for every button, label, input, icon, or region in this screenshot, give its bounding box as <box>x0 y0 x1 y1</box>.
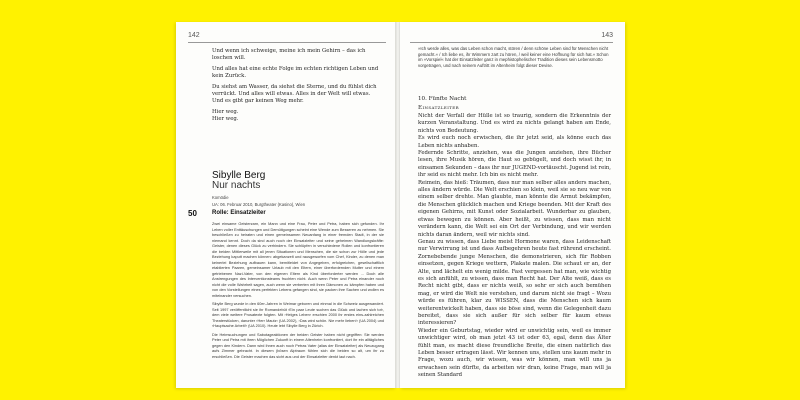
dialogue-line: Hier weg. Hier weg. <box>212 108 239 123</box>
intro-paragraph: Sibylle Berg wurde in den 60er-Jahren in Weimar geboren und einmal in die Schweiz ausgewandert. Seit 1997 veröffentlicht sie ihr Romandebüt ›Ein paar Leute suchen das Glück und lachen sich tot‹, dem viele weitere Prosatexte folgten. Mit ›Helges Leben‹ erschien 2000 ihr erstes eins-zahlreichen Theaterstücken, darunter ›Herr Mautz‹ (UA 2002), ›Das wird schön. Nie mehr lieben!‹ (UA 2004) und ›Hauptsache Arbeit!‹ (UA 2010). Heute lebt Sibylle Berg in Zürich. <box>212 302 384 328</box>
play-title: Nur nachts <box>212 180 261 191</box>
intro-paragraph: Die Heimsuchungen und Sabotageaktionen der beiden Geister haben nicht gegriffen: Sie werden Peter und Petra mit ihren Möglichen Zukunft in einem Altenheim konfrontiert, dort ihr ein alltägliches gegen den Kindern. Dann wird ihnen auch noch Petras Vater (alias der Einsatzleiter) als Neuzugang aufs Zimmer gebracht. In diesem (bösen Alptraum fühlen sich die beiden so alt, um ihr zu erschließen. Die Geister machen das sicht aus und der Einsatzleiter denkt laut nach. <box>212 332 384 359</box>
role-label: Rolle: Einsatzleiter <box>212 210 266 216</box>
scene-heading <box>418 96 466 111</box>
monologue-paragraph: Nicht der Verfall der Hülle ist so traurig, sondern die Erkenntnis der kurzen Veranstaltung. Und es wird zu nichts gelangt haben am Ende, nichts von Bedeutung. <box>418 113 611 134</box>
author-name: Sibylle Berg <box>212 170 266 181</box>
header-rule-right <box>410 42 613 43</box>
header-rule-left <box>188 42 386 43</box>
role-number: 50 <box>188 209 197 218</box>
monologue-paragraph: Genau zu wissen, dass Liebe meist Hormone waren, dass Leidenschaft nur Verwirrung ist und dass Aufbegehren heute fast rührend erscheint. Zornebebende junge Menschen, die demonstrieren, sich für Robben einsetzen, gegen Kriege wettern, Plakate malen. Die schaut er an, der Alte, und lächelt ein wenig milde. Fast vergessen hat man, wie wichtig es sich anfühlt, zu wissen, dass man Recht hat. Der Alte weiß, dass es Recht nicht gibt, dass er nichts weiß, so sehr er sich auch bemühen mag, er wird die Welt nie verstehen, und darum nicht sie fragt – Wozu würde es führen, klar zu WISSEN, dass die Menschen sich kaum weiterentwickelt haben, dass sie böse sind, wenn die Gelegenheit dazu bereitet, dass sie sich außer für sich selber für kaum etwas interessieren? <box>418 238 611 327</box>
footnote-text: »Ich werde alles, was das Leben schon macht, stören / denn schöne Leben sind für Menschen nicht gemacht.« / Ich liebe es, ihr Wimmern zart zu hören, / weil keiner eine Hoffnung für sich hat.« Schon im »Vorspiel« hat der Einsatzleiter ganz in mephistophelischer Tradition dieses sein Lebensmotto vorgetragen, und nach seinem Auftritt im Altenheim folgt dieser Devise. <box>418 46 609 69</box>
scene-title: 10. Fünfte Nacht <box>418 96 467 102</box>
page-number-left: 142 <box>188 32 200 39</box>
monologue-paragraph: Es wird euch noch erwischen, die ihr jetzt seid, als könne euch das Leben nichts anhaben. <box>418 135 611 149</box>
dialogue-block <box>212 48 382 127</box>
monologue-paragraph: Federnde Schritte, anziehen, was die Jungen anziehen, ihre Bücher lesen, ihre Musik hören, die Haut so gebügelt, und doch wisst ihr, in einsamen Sekunden – dass ihr nur JUGEND-vortäuscht. Jugend ist rein, ihr seid es nicht mehr. Ich bin es nicht mehr. <box>418 150 611 179</box>
genre-label: Komödie <box>212 195 229 200</box>
dialogue-line: Du siehst am Wasser, da siehst die Sterne, und du fühlst dich verrückt. Und alles will etwas. Alles in der Welt will etwas. Und es gibt gar keinen Weg mehr. <box>212 83 377 105</box>
speaker-name: Einsatzleiter <box>418 105 459 111</box>
monologue-block <box>418 113 611 380</box>
right-page <box>400 22 625 388</box>
premiere-info: UA: 06. Februar 2010, Burgtheater (Kasino), Wien <box>212 202 306 207</box>
monologue-paragraph: Wieder ein Geburtstag, wieder wird er unwichtig sein, weil es immer unwichtiger wird, ob man jetzt 43 ist oder 63, egal, denn das Älter fühlt man, es macht diese freundliche Breite, die einen natürlich das Leben besser ertragen lässt. Wir kennen uns, stellen uns kaum mehr in Frage, wozu auch, wir wissen, was wir können, man will uns ja erwachsen sein dürfte, da arbeiten wir dran, keine Frage, man will ja seinen Standard <box>418 327 611 379</box>
dialogue-line: Und wenn ich schweige, meine ich mein Gehirn – das ich loschen will. <box>212 48 366 62</box>
intro-paragraph: Zwei einsame Geisterzarn, ein Mann und eine Frau, Peter und Petra, haben sich gefunden. Ihr Leben voller Enttäuschungen und Demütigungen scheint eine Wende zum Besseren zu nehmen. Sie beschließen zu heiraten und einen gemeinsamen Neuanfang in einer fremden Stadt, in der sie niemand kennt. Doch da sind auch noch der Einsatzleiter und seine geheimen Wandlungskräfte: Geister, denen dieses Glück zu verhindern. Sie schlüpfen in verschiedene Rollen und konfrontieren die beiden Mittlerweile mit all jenen Situationen und Menschen, die sie schon zur Hölle und jede Beziehung kaputt machen können: abgekanzelt und rausgeworfen vom Chef, Kinder, zu denen man keinerlei Beziehung aufbauen kann, bemitleidet von Angegeben, erfolgreichen, gesellschaftlich etablierten Paaren, gemeinsamer Urlaub mit den Eltern, einer überfordernden Mutter und einem getriebenen Nazi-Vater, von den eigenen Eltern als Kind überforderter werden ... Doch alle Anstrengungen des Interventionsteams fruchten nicht. Auch wenn Peter und Petra einander noch nicht die volle Wahrheit sagen, auch wenn sie verberten mit ihren Dämonen zu kämpfen haben und von den Vorstellungen eines perfekten Lebens gefangen sind, sie packen ihre Sachen und wollen es miteinander versuchen. <box>212 222 384 298</box>
left-page <box>176 22 396 388</box>
dialogue-line: Und alles hat eine echte Folge im echten richtigen Leben und kein Zurück. <box>212 65 379 80</box>
page-number-right: 143 <box>601 32 613 39</box>
monologue-paragraph: Reimein, das hieß: Träumen, dass nur man selber alles anders machen, alles ändern würde. Die Welt erschien so klein, weil sie so neu war von einem selber drehte. Man glaubte, man könnte die Armut bekämpfen, die Menschen glücklich machen und Kriege beenden. Mit der Kraft des eigenen Gehirns, mit Kunst oder Sozialarbeit. Wunderbar zu glauben, etwas bewegen zu können. Aber heißt, zu wissen, dass man nicht verändern kann, die Welt sei ein Ort der Verbindung, und wir werden nichts daran ändern, weil wir nichts sind. <box>418 179 611 238</box>
intro-text <box>212 222 384 363</box>
